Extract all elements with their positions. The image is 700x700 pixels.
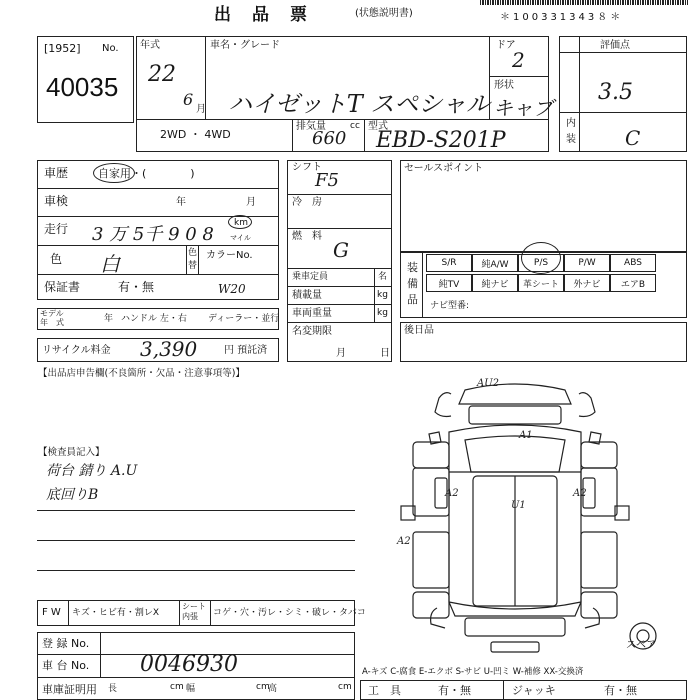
drive-label: 2WD ・ 4WD xyxy=(160,128,231,141)
model-year-handle: ハンドル 左・右 xyxy=(121,314,187,324)
equip-pw: P/W xyxy=(564,254,610,272)
load-label: 積載量 xyxy=(292,290,322,301)
equip-ps: P/S xyxy=(518,254,564,272)
grade-label: 評価点 xyxy=(600,40,630,51)
equip-sr: S/R xyxy=(426,254,472,272)
equip-navi-model-label: ナビ型番: xyxy=(430,301,470,311)
shape-label: 形状 xyxy=(494,80,514,91)
model-year-label-2: 年 式 xyxy=(40,318,64,327)
doors-value: 2 xyxy=(512,48,525,72)
recycle-suffix: 円 預託済 xyxy=(224,345,268,356)
type-label: 型式 xyxy=(368,121,388,132)
lot-no-label: No. xyxy=(102,43,119,54)
capacity-unit: 名 xyxy=(378,272,388,282)
mark-au2: AU2 xyxy=(477,378,500,389)
tools-label: 工 具 xyxy=(368,684,401,697)
year-label: 年式 xyxy=(140,40,160,51)
shape-value: キャブ xyxy=(493,96,553,120)
document-title: 出 品 票 xyxy=(214,5,309,25)
inspection-label: 車検 xyxy=(44,194,69,208)
month-label: 月 xyxy=(196,104,206,115)
fw-seat-label-2: 内張 xyxy=(182,612,198,621)
mark-a2-right: A2 xyxy=(573,488,587,499)
color-change-label-1: 色 xyxy=(188,248,198,258)
fuel-value: G xyxy=(333,238,349,262)
chassis-label: 車 台 No. xyxy=(42,659,90,672)
color-value: 白 xyxy=(100,252,120,276)
lot-number: 40035 xyxy=(46,72,119,102)
fw-seat-options: コゲ・穴・汚レ・シミ・破レ・タバコ xyxy=(213,608,366,618)
after-fit-label: 後日品 xyxy=(404,325,434,336)
mileage-unit-mile: マイル xyxy=(230,234,251,242)
mileage-value: 3 万 5千 9 0 8 xyxy=(92,224,214,245)
after-fit-box xyxy=(400,322,687,362)
jack-label: ジャッキ xyxy=(512,684,556,697)
warranty-note: W20 xyxy=(218,282,246,296)
displacement-unit: cc xyxy=(350,121,360,131)
inspection-month: 月 xyxy=(246,197,256,208)
mark-u1: U1 xyxy=(511,500,526,511)
inspector-note-2: 底回りB xyxy=(46,487,99,503)
certificate-height-unit: cm xyxy=(338,682,352,692)
fuel-label: 燃 料 xyxy=(292,231,322,242)
load-unit: kg xyxy=(377,290,388,300)
fw-label: F W xyxy=(42,607,61,618)
aircon-label: 冷 房 xyxy=(292,197,322,208)
shift-label: シフト xyxy=(292,162,322,173)
shift-value: F5 xyxy=(315,170,339,191)
warranty-label: 保証書 xyxy=(44,280,81,294)
displacement-label: 排気量 xyxy=(296,121,326,132)
inspection-year: 年 xyxy=(176,197,186,208)
equipment-label-2: 備 xyxy=(407,277,418,290)
interior-value: C xyxy=(625,126,641,150)
fw-options: キズ・ヒビ有・割レX xyxy=(72,608,159,618)
equip-ps-circle xyxy=(521,242,561,274)
grade-value: 3.5 xyxy=(598,80,633,105)
weight-label: 車両重量 xyxy=(292,308,332,319)
damage-legend: A-キズ C-腐食 E-エクボ S-サビ U-凹ミ W-補修 XX-交換済 xyxy=(362,667,584,677)
year-value: 22 xyxy=(148,62,176,87)
color-label: 色 xyxy=(50,252,63,266)
recycle-value: 3,390 xyxy=(140,337,198,361)
certificate-length: 長 xyxy=(108,684,118,694)
type-value: EBD-S201P xyxy=(376,128,506,153)
recycle-label: リサイクル料金 xyxy=(42,345,111,356)
interior-label-2: 装 xyxy=(566,134,576,145)
spare-label: スペア xyxy=(626,640,656,651)
seller-notes-label: 【出品店申告欄(不良箇所・欠品・注意事項等)】 xyxy=(38,368,245,379)
lot-code: [1952] xyxy=(44,42,81,55)
color-no-label: カラーNo. xyxy=(206,250,253,261)
reg-change-month: 月 xyxy=(336,348,346,359)
certificate-width-unit: cm xyxy=(256,682,270,692)
equip-navi: 純ナビ xyxy=(472,274,518,292)
barcode-number: ＊100331343８＊ xyxy=(500,12,624,23)
model-year-year: 年 xyxy=(104,314,114,324)
displacement-value: 660 xyxy=(312,128,347,149)
model-value: ハイゼットT スペシャル xyxy=(228,90,490,118)
sales-point-label: セールスポイント xyxy=(404,163,484,174)
mileage-km-circle xyxy=(228,215,252,229)
registration-label: 登 録 No. xyxy=(42,637,90,650)
car-diagram xyxy=(395,372,685,662)
fw-seat-label-1: シート xyxy=(182,602,206,611)
document-subtitle: (状態説明書) xyxy=(355,8,413,19)
jack-options: 有・無 xyxy=(604,684,637,697)
barcode xyxy=(480,0,688,5)
model-label: 車名・グレード xyxy=(210,40,280,51)
capacity-label: 乗車定員 xyxy=(292,272,329,282)
doors-label: ドア xyxy=(496,40,516,51)
certificate-label: 車庫証明用 xyxy=(42,683,97,696)
weight-unit: kg xyxy=(377,308,388,318)
model-year-label-1: モデル xyxy=(40,309,64,318)
equipment-label-1: 装 xyxy=(407,261,418,274)
interior-label-1: 内 xyxy=(566,118,576,129)
history-label: 車歴 xyxy=(44,166,69,180)
equip-airbag: エアB xyxy=(610,274,656,292)
equip-leather: 革シート xyxy=(518,274,564,292)
equip-ext-navi: 外ナビ xyxy=(564,274,610,292)
history-value: 自家用・( ) xyxy=(98,167,195,180)
mileage-label: 走行 xyxy=(44,222,69,236)
reg-change-label: 名変期限 xyxy=(292,326,332,337)
mark-a2-front: A2 xyxy=(397,536,411,547)
mark-a2-left: A2 xyxy=(445,488,459,499)
certificate-width: 幅 xyxy=(186,684,196,694)
mark-a1: A1 xyxy=(519,430,533,441)
equipment-label-3: 品 xyxy=(407,293,418,306)
chassis-value: 0046930 xyxy=(140,652,238,677)
inspector-label: 【検査員記入】 xyxy=(38,447,105,458)
mileage-unit-km: km xyxy=(234,218,248,228)
certificate-length-unit: cm xyxy=(170,682,184,692)
equip-aw: 純A/W xyxy=(472,254,518,272)
color-change-label-2: 替 xyxy=(188,261,198,271)
month-value: 6 xyxy=(183,90,194,109)
equip-abs: ABS xyxy=(610,254,656,272)
warranty-options: 有・無 xyxy=(118,280,155,294)
tools-options: 有・無 xyxy=(438,684,471,697)
history-circle xyxy=(93,163,135,183)
equip-tv: 純TV xyxy=(426,274,472,292)
inspector-note-1: 荷台 錆り A.U xyxy=(46,463,138,479)
reg-change-day: 日 xyxy=(380,348,390,359)
certificate-height: 高 xyxy=(268,684,278,694)
model-year-dealer: ディーラー・並行 xyxy=(208,314,280,324)
